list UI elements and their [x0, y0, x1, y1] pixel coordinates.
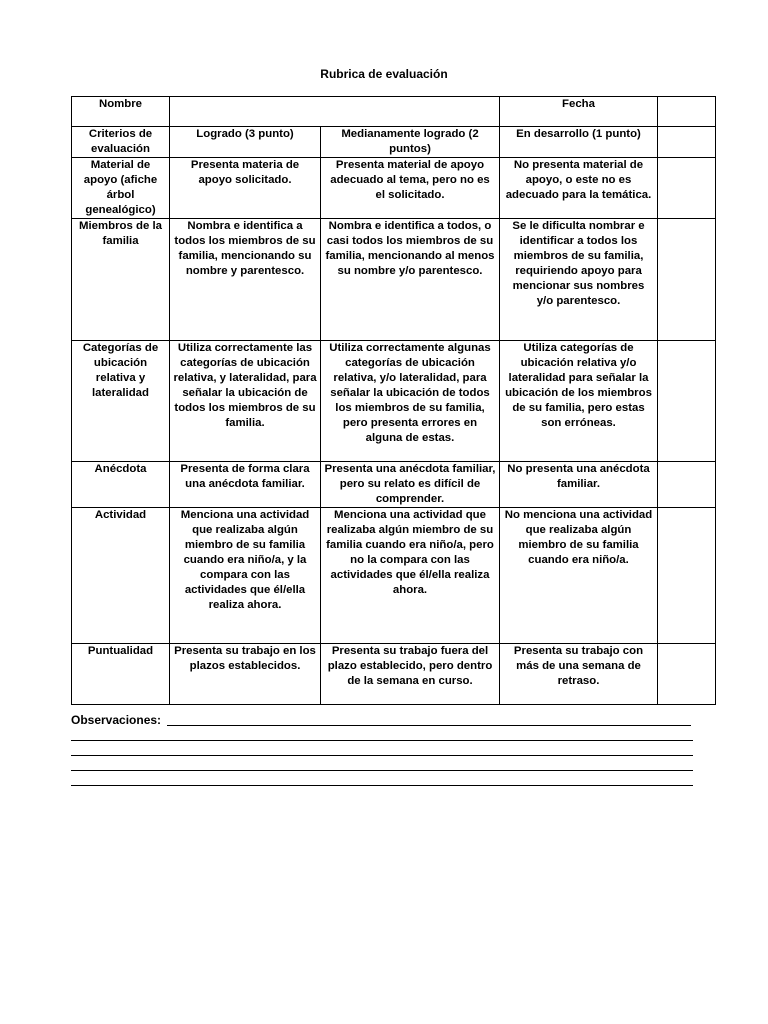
- table-row: [72, 508, 716, 644]
- table-row: [72, 644, 716, 705]
- columns-row: [72, 127, 716, 158]
- medianamente-cell: Menciona una actividad que realizaba algún miembro de su familia cuando era niño/a, pero no la compara con las actividades que él/ella realiza ahora.: [321, 508, 500, 644]
- score-cell[interactable]: [658, 644, 716, 705]
- table-row: [72, 341, 716, 462]
- logrado-cell: Presenta materia de apoyo solicitado.: [170, 158, 321, 219]
- criterion-cell: Material de apoyo (afiche árbol genealógico): [72, 158, 170, 219]
- page-title: Rubrica de evaluación: [320, 67, 448, 81]
- score-cell[interactable]: [658, 219, 716, 341]
- desarrollo-cell: No menciona una actividad que realizaba algún miembro de su familia cuando era niño/a.: [500, 508, 658, 644]
- criterion-cell: Anécdota: [72, 462, 170, 508]
- observaciones-line[interactable]: [167, 725, 691, 726]
- desarrollo-cell: Utiliza categorías de ubicación relativa y/o lateralidad para señalar la ubicación de los miembros de su familia, pero estas son erróneas.: [500, 341, 658, 462]
- medianamente-cell: Presenta su trabajo fuera del plazo establecido, pero dentro de la semana en curso.: [321, 644, 500, 705]
- criterion-cell: Categorías de ubicación relativa y lateralidad: [72, 341, 170, 462]
- observaciones-line[interactable]: [71, 770, 693, 771]
- observaciones-line[interactable]: [71, 785, 693, 786]
- table-row: [72, 462, 716, 508]
- table-row: [72, 158, 716, 219]
- nombre-field[interactable]: [170, 97, 500, 127]
- fecha-field[interactable]: [658, 97, 716, 127]
- table-row: [72, 219, 716, 341]
- criterion-cell: Puntualidad: [72, 644, 170, 705]
- score-cell[interactable]: [658, 508, 716, 644]
- col-desarrollo: En desarrollo (1 punto): [500, 127, 658, 158]
- header-row: [72, 97, 716, 127]
- criterion-cell: Miembros de la familia: [72, 219, 170, 341]
- criterion-cell: Actividad: [72, 508, 170, 644]
- fecha-label: Fecha: [500, 97, 658, 127]
- logrado-cell: Menciona una actividad que realizaba algún miembro de su familia cuando era niño/a, y la compara con las actividades que él/ella realiza ahora.: [170, 508, 321, 644]
- col-extra: [658, 127, 716, 158]
- logrado-cell: Utiliza correctamente las categorías de ubicación relativa, y lateralidad, para señalar la ubicación de todos los miembros de su familia.: [170, 341, 321, 462]
- medianamente-cell: Nombra e identifica a todos, o casi todos los miembros de su familia, mencionando al menos su nombre y/o parentesco.: [321, 219, 500, 341]
- desarrollo-cell: Se le dificulta nombrar e identificar a todos los miembros de su familia, requiriendo apoyo para mencionar sus nombres y/o parentesco.: [500, 219, 658, 341]
- desarrollo-cell: No presenta material de apoyo, o este no es adecuado para la temática.: [500, 158, 658, 219]
- nombre-label: Nombre: [72, 97, 170, 127]
- rubric-table: [71, 96, 716, 705]
- col-criterios: Criterios de evaluación: [72, 127, 170, 158]
- col-medianamente: Medianamente logrado (2 puntos): [321, 127, 500, 158]
- observaciones-line[interactable]: [71, 755, 693, 756]
- medianamente-cell: Presenta material de apoyo adecuado al tema, pero no es el solicitado.: [321, 158, 500, 219]
- desarrollo-cell: Presenta su trabajo con más de una semana de retraso.: [500, 644, 658, 705]
- logrado-cell: Nombra e identifica a todos los miembros de su familia, mencionando su nombre y parentesco.: [170, 219, 321, 341]
- logrado-cell: Presenta de forma clara una anécdota familiar.: [170, 462, 321, 508]
- col-logrado: Logrado (3 punto): [170, 127, 321, 158]
- desarrollo-cell: No presenta una anécdota familiar.: [500, 462, 658, 508]
- medianamente-cell: Presenta una anécdota familiar, pero su relato es difícil de comprender.: [321, 462, 500, 508]
- score-cell[interactable]: [658, 462, 716, 508]
- score-cell[interactable]: [658, 158, 716, 219]
- score-cell[interactable]: [658, 341, 716, 462]
- logrado-cell: Presenta su trabajo en los plazos establecidos.: [170, 644, 321, 705]
- observaciones-line[interactable]: [71, 740, 693, 741]
- medianamente-cell: Utiliza correctamente algunas categorías de ubicación relativa, y/o lateralidad, para señalar la ubicación de todos los miembros de su familia, pero presenta errores en alguna de estas.: [321, 341, 500, 462]
- observaciones-label: Observaciones:: [71, 713, 162, 727]
